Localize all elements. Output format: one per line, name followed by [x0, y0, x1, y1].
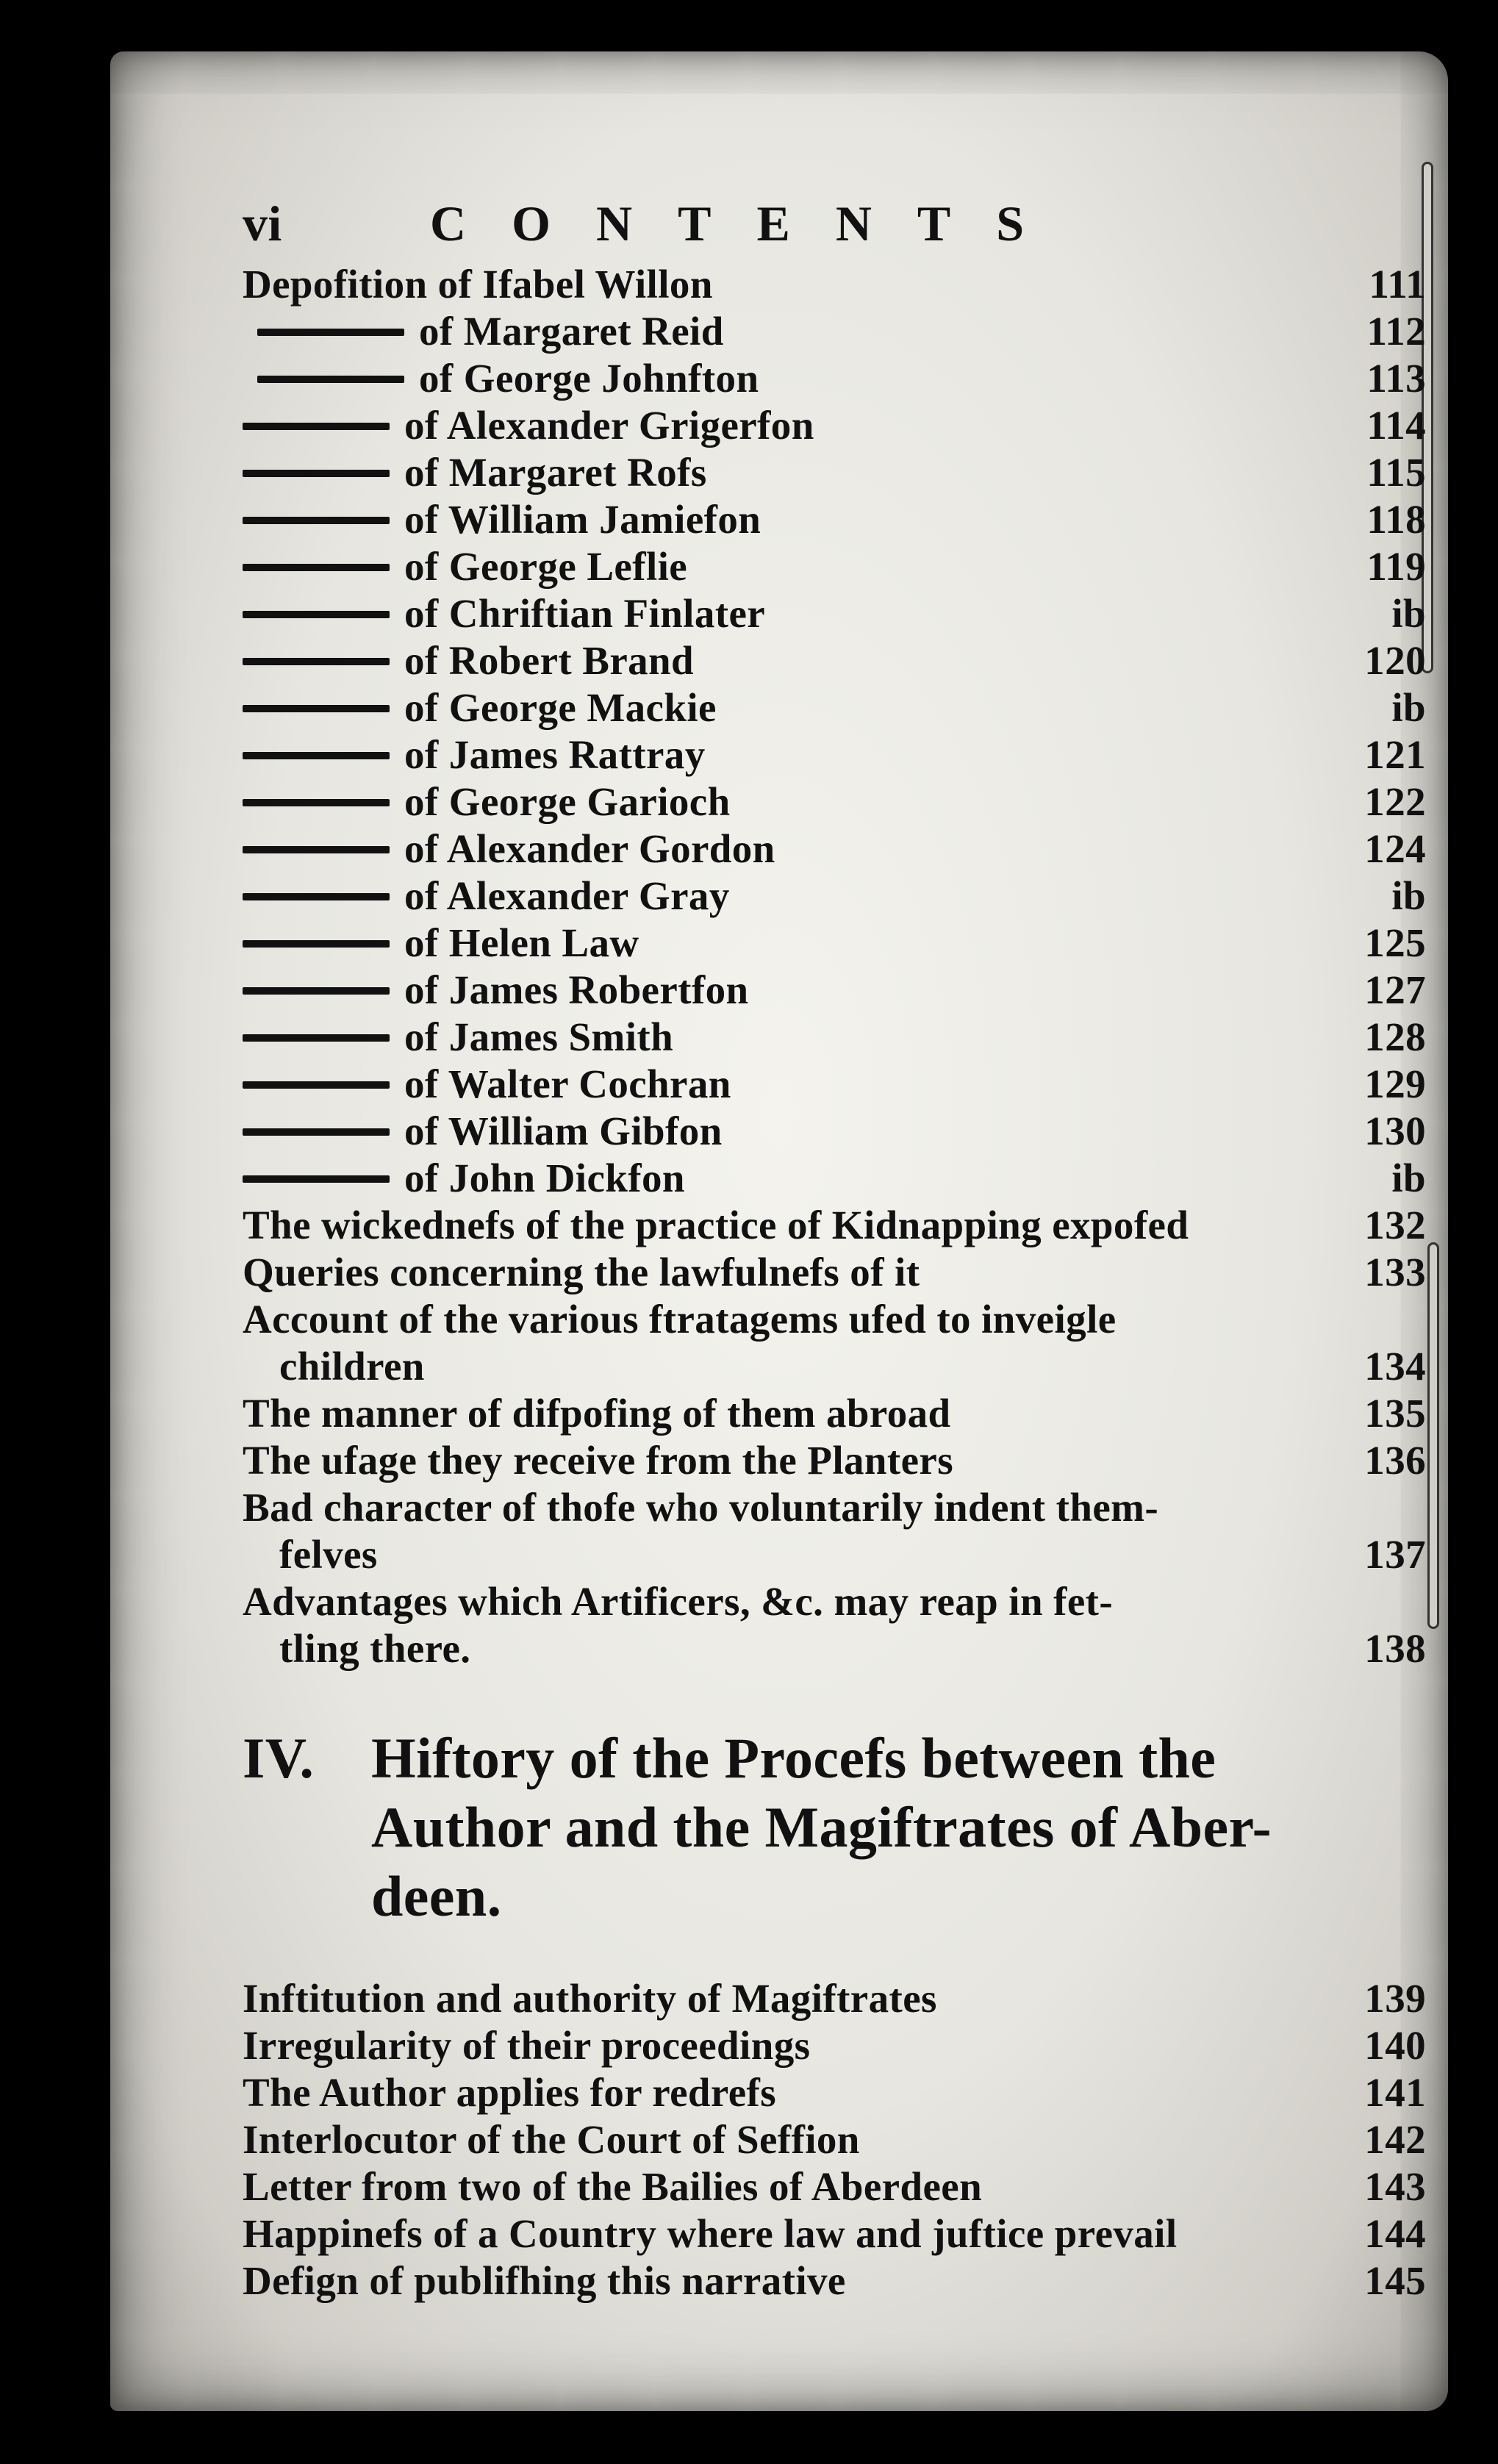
entry-page-number: 143 — [1364, 2164, 1426, 2209]
entry-title: of James Rattray — [404, 732, 706, 777]
deposition-entry — [243, 1108, 1426, 1155]
ditto-rule — [243, 940, 390, 948]
section-entry — [243, 2116, 1426, 2163]
ditto-rule — [257, 329, 404, 336]
ditto-rule — [243, 423, 390, 430]
entry-page-number: 128 — [1364, 1014, 1426, 1059]
topic-entry — [243, 1343, 1426, 1390]
ditto-rule — [243, 1175, 390, 1183]
entry-page-number: 136 — [1364, 1438, 1426, 1483]
entry-page-number: 113 — [1366, 356, 1426, 401]
entry-page-number: ib — [1391, 591, 1426, 636]
entry-title: Defign of publifhing this narrative — [243, 2258, 846, 2303]
section-number: IV. — [243, 1726, 315, 1790]
section-title-line: Hiftory of the Procefs between the — [371, 1726, 1216, 1790]
entry-page-number: 122 — [1364, 779, 1426, 824]
topic-entry — [243, 1249, 1426, 1296]
entry-page-number: 114 — [1366, 403, 1426, 448]
deposition-entry — [243, 308, 1426, 355]
entry-title: of Alexander Gordon — [404, 826, 775, 871]
deposition-entry — [243, 449, 1426, 496]
entry-page-number: ib — [1391, 873, 1426, 918]
entry-title: of Alexander Grigerfon — [404, 403, 814, 448]
deposition-entry — [243, 967, 1426, 1014]
entry-title: of George Johnfton — [419, 356, 759, 401]
entry-page-number: 138 — [1364, 1626, 1426, 1671]
entry-title: The Author applies for redrefs — [243, 2070, 777, 2115]
ditto-rule — [243, 987, 390, 995]
entry-page-number: 111 — [1369, 262, 1426, 307]
section-entry — [243, 2069, 1426, 2116]
entry-page-number: 119 — [1366, 544, 1426, 589]
entry-page-number: 124 — [1364, 826, 1426, 871]
topic-entry — [243, 1296, 1426, 1343]
deposition-entry — [243, 355, 1426, 402]
topic-entry — [243, 1437, 1426, 1484]
page — [110, 51, 1448, 2411]
deposition-entry — [243, 543, 1426, 590]
entry-title: The manner of difpofing of them abroad — [243, 1391, 951, 1436]
ditto-rule — [243, 705, 390, 712]
deposition-entry — [243, 920, 1426, 967]
ditto-rule — [243, 1128, 390, 1136]
entry-title: of George Leflie — [404, 544, 688, 589]
entry-page-number: 112 — [1366, 309, 1426, 354]
section-entry — [243, 2257, 1426, 2304]
entry-title: Irregularity of their proceedings — [243, 2023, 811, 2068]
deposition-entry — [243, 731, 1426, 778]
topic-entry — [243, 1390, 1426, 1437]
entry-page-number: ib — [1391, 685, 1426, 730]
topic-entry — [243, 1531, 1426, 1578]
deposition-entry — [243, 1061, 1426, 1108]
deposition-entry — [243, 261, 1426, 308]
entry-title: of Chriftian Finlater — [404, 591, 766, 636]
topic-entry — [243, 1484, 1426, 1531]
deposition-entry — [243, 873, 1426, 920]
entry-page-number: 130 — [1364, 1109, 1426, 1153]
entry-page-number: 121 — [1364, 732, 1426, 777]
topic-entry — [243, 1578, 1426, 1625]
ditto-rule — [257, 376, 404, 383]
deposition-entry — [243, 825, 1426, 873]
entry-page-number: 140 — [1364, 2023, 1426, 2068]
ditto-rule — [243, 846, 390, 853]
deposition-entry — [243, 637, 1426, 684]
entry-title: of Robert Brand — [404, 638, 695, 683]
topic-entry — [243, 1625, 1426, 1672]
deposition-entry — [243, 496, 1426, 543]
entry-title: of James Robertfon — [404, 967, 749, 1012]
entry-title: of George Mackie — [404, 685, 717, 730]
entry-page-number: 132 — [1364, 1203, 1426, 1247]
ditto-rule — [243, 611, 390, 618]
entry-title: of Helen Law — [404, 920, 639, 965]
entry-title: of Alexander Gray — [404, 873, 730, 918]
entry-page-number: 129 — [1364, 1061, 1426, 1106]
section-entry — [243, 1975, 1426, 2022]
entry-title: of James Smith — [404, 1014, 674, 1059]
page-header — [243, 195, 1426, 261]
entry-page-number: 127 — [1364, 967, 1426, 1012]
entry-title: Advantages which Artificers, &c. may reap in fet- — [243, 1579, 1114, 1624]
entry-title: The wickednefs of the practice of Kidnapping expofed — [243, 1203, 1189, 1247]
ditto-rule — [243, 1034, 390, 1042]
ditto-rule — [243, 658, 390, 665]
ditto-rule — [243, 1081, 390, 1089]
page-title: CONTENTS — [430, 196, 1070, 251]
topic-entry — [243, 1202, 1426, 1249]
entry-title: of Margaret Rofs — [404, 450, 707, 495]
folio-number: vi — [243, 196, 282, 251]
ditto-rule — [243, 470, 390, 477]
entry-title: of George Garioch — [404, 779, 731, 824]
ditto-rule — [243, 893, 390, 900]
entry-title: Happinefs of a Country where law and juftice prevail — [243, 2211, 1178, 2256]
page-edge-lower — [1427, 1242, 1439, 1629]
section-heading — [243, 1724, 1426, 1931]
entry-page-number: 115 — [1366, 450, 1426, 495]
entry-title: children — [279, 1344, 425, 1389]
entry-title: tling there. — [279, 1626, 471, 1671]
ditto-rule — [243, 564, 390, 571]
entry-title: felves — [279, 1532, 378, 1577]
entry-page-number: 133 — [1364, 1250, 1426, 1294]
ditto-rule — [243, 517, 390, 524]
entry-page-number: 118 — [1366, 497, 1426, 542]
entry-title: of William Gibfon — [404, 1109, 723, 1153]
deposition-entry — [243, 590, 1426, 637]
entry-title: Depofition of Ifabel Willon — [243, 262, 713, 307]
deposition-entry — [243, 1155, 1426, 1202]
entry-page-number: 137 — [1364, 1532, 1426, 1577]
entry-page-number: 145 — [1364, 2258, 1426, 2303]
entry-title: of William Jamiefon — [404, 497, 761, 542]
deposition-entry — [243, 402, 1426, 449]
entry-title: The ufage they receive from the Planters — [243, 1438, 954, 1483]
deposition-list — [243, 261, 1426, 1202]
contents-body — [243, 195, 1426, 2304]
entry-title: Account of the various ftratagems ufed to inveigle — [243, 1297, 1117, 1342]
entry-page-number: 125 — [1364, 920, 1426, 965]
ditto-rule — [243, 752, 390, 759]
entry-title: Interlocutor of the Court of Seffion — [243, 2117, 860, 2162]
entry-page-number: 144 — [1364, 2211, 1426, 2256]
section-title-line: Author and the Magiftrates of Aber- — [371, 1795, 1272, 1859]
entry-title: Letter from two of the Bailies of Aberdeen — [243, 2164, 983, 2209]
deposition-entry — [243, 1014, 1426, 1061]
section-entry-list — [243, 1975, 1426, 2304]
entry-title: of Margaret Reid — [419, 309, 724, 354]
section-entry — [243, 2210, 1426, 2257]
deposition-entry — [243, 778, 1426, 825]
entry-title: of John Dickfon — [404, 1156, 685, 1200]
section-entry — [243, 2022, 1426, 2069]
deposition-entry — [243, 684, 1426, 731]
entry-title: Bad character of thofe who voluntarily indent them- — [243, 1485, 1159, 1530]
entry-title: Queries concerning the lawfulnefs of it — [243, 1250, 920, 1294]
entry-page-number: 120 — [1364, 638, 1426, 683]
entry-page-number: ib — [1391, 1156, 1426, 1200]
section-title-line: deen. — [371, 1864, 502, 1928]
entry-page-number: 134 — [1364, 1344, 1426, 1389]
entry-page-number: 139 — [1364, 1976, 1426, 2021]
entry-title: of Walter Cochran — [404, 1061, 731, 1106]
entry-page-number: 142 — [1364, 2117, 1426, 2162]
topic-list — [243, 1202, 1426, 1672]
entry-title: Inftitution and authority of Magiftrates — [243, 1976, 937, 2021]
ditto-rule — [243, 799, 390, 806]
section-entry — [243, 2163, 1426, 2210]
entry-page-number: 135 — [1364, 1391, 1426, 1436]
entry-page-number: 141 — [1364, 2070, 1426, 2115]
